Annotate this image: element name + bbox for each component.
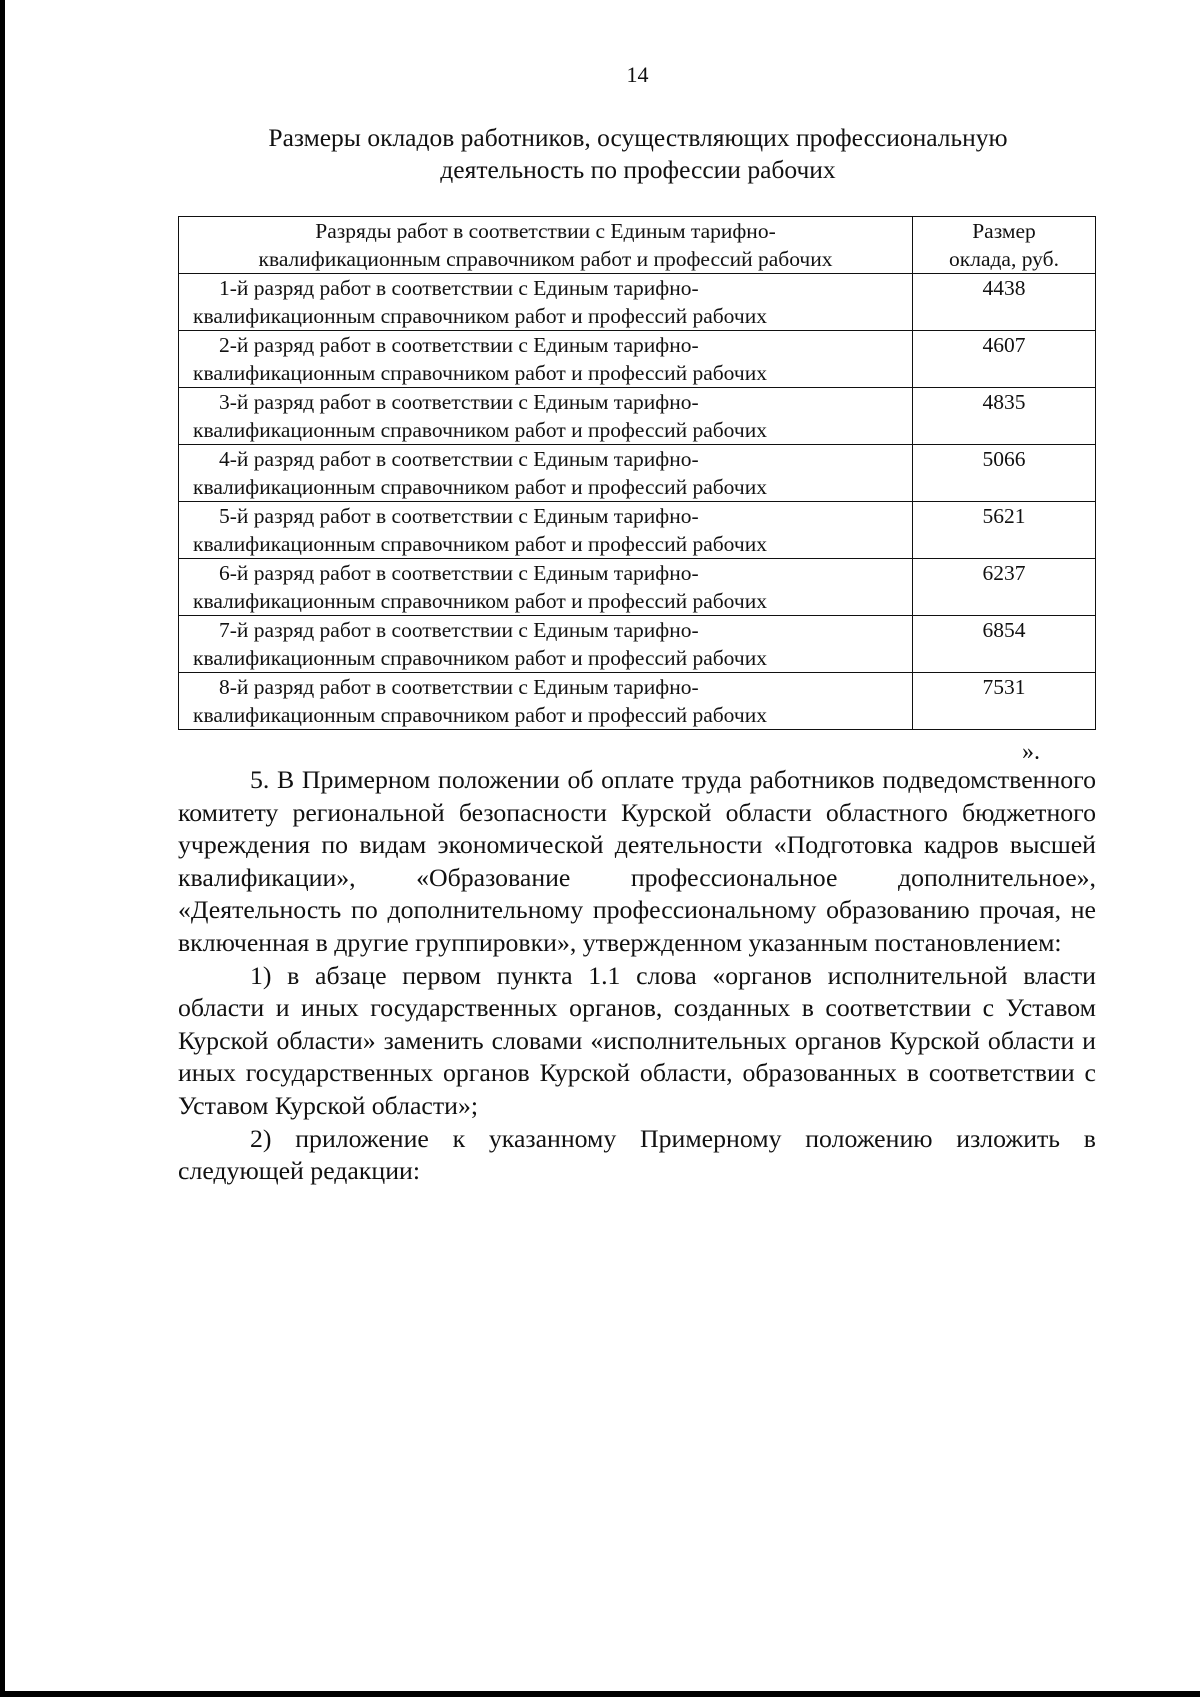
grade-description	[179, 559, 913, 616]
table-row	[179, 559, 1096, 616]
salary-value: 5621	[913, 502, 1096, 559]
paragraph-subitem-1: 1) в абзаце первом пункта 1.1 слова «органов исполнительной власти области и иных государственных органов, созданных в соответствии с Уставом Курской области» заменить словами «исполнительных органов Курской области и иных государственных органов Курской области, образованных в соответствии с Уставом Курской области»;	[178, 960, 1096, 1120]
title-line-1: Размеры окладов работников, осуществляющих профессиональную	[268, 123, 1008, 152]
grade-description	[179, 274, 913, 331]
paragraph-item-5: 5. В Примерном положении об оплате труда работников подведомственного комитету региональной безопасности Курской области областного бюджетного учреждения по видам экономической деятельности «Подготовка кадров высшей квалификации», «Образование профессиональное дополнительное», «Деятельность по дополнительному профессиональному образованию прочая, не включенная в другие группировки», утвержденном указанным постановлением:	[178, 765, 1096, 957]
header-salary-line-1: Размер	[972, 219, 1036, 243]
title-line-2: деятельность по профессии рабочих	[440, 155, 836, 184]
scan-edge-bottom	[0, 1691, 1200, 1697]
grade-line-1: 4-й разряд работ в соответствии с Единым тарифно-	[219, 447, 699, 471]
grade-line-1: 1-й разряд работ в соответствии с Единым тарифно-	[219, 276, 699, 300]
grade-line-1: 2-й разряд работ в соответствии с Единым тарифно-	[219, 333, 699, 357]
table-row	[179, 445, 1096, 502]
page-number: 14	[626, 62, 649, 87]
grade-line-2: квалификационным справочником работ и профессий рабочих	[193, 532, 767, 556]
grade-description	[179, 502, 913, 559]
header-salary-column	[913, 217, 1096, 274]
table-row	[179, 388, 1096, 445]
grade-line-2: квалификационным справочником работ и профессий рабочих	[193, 418, 767, 442]
header-grade-line-1: Разряды работ в соответствии с Единым тарифно-	[315, 219, 776, 243]
salary-value: 4438	[913, 274, 1096, 331]
grade-line-2: квалификационным справочником работ и профессий рабочих	[193, 475, 767, 499]
table-row	[179, 502, 1096, 559]
salary-value: 7531	[913, 673, 1096, 730]
grade-line-1: 8-й разряд работ в соответствии с Единым тарифно-	[219, 675, 699, 699]
grade-line-2: квалификационным справочником работ и профессий рабочих	[193, 361, 767, 385]
table-row	[179, 274, 1096, 331]
grade-line-2: квалификационным справочником работ и профессий рабочих	[193, 703, 767, 727]
salary-value: 5066	[913, 445, 1096, 502]
grade-description	[179, 673, 913, 730]
grade-description	[179, 388, 913, 445]
table-header-row	[179, 217, 1096, 274]
grade-line-1: 3-й разряд работ в соответствии с Единым тарифно-	[219, 390, 699, 414]
header-grade-column	[179, 217, 913, 274]
grade-description	[179, 331, 913, 388]
grade-line-1: 6-й разряд работ в соответствии с Единым тарифно-	[219, 561, 699, 585]
table-row	[179, 331, 1096, 388]
grade-line-1: 5-й разряд работ в соответствии с Единым тарифно-	[219, 504, 699, 528]
grade-description	[179, 445, 913, 502]
amendment-text	[178, 764, 1096, 1188]
salary-value: 4607	[913, 331, 1096, 388]
salary-value: 4835	[913, 388, 1096, 445]
scan-edge-left	[0, 0, 5, 1697]
paragraph-subitem-2: 2) приложение к указанному Примерному положению изложить в следующей редакции:	[178, 1123, 1096, 1186]
grade-description	[179, 616, 913, 673]
table-row	[179, 616, 1096, 673]
salary-value: 6854	[913, 616, 1096, 673]
grade-line-2: квалификационным справочником работ и профессий рабочих	[193, 304, 767, 328]
grade-line-2: квалификационным справочником работ и профессий рабочих	[193, 589, 767, 613]
header-salary-line-2: оклада, руб.	[949, 247, 1059, 271]
table-row	[179, 673, 1096, 730]
header-grade-line-2: квалификационным справочником работ и профессий рабочих	[258, 247, 833, 271]
grade-line-2: квалификационным справочником работ и профессий рабочих	[193, 646, 767, 670]
salary-table	[178, 216, 1096, 730]
grade-line-1: 7-й разряд работ в соответствии с Единым тарифно-	[219, 618, 699, 642]
document-title	[178, 122, 1098, 186]
closing-quote: ».	[1022, 739, 1040, 765]
salary-value: 6237	[913, 559, 1096, 616]
